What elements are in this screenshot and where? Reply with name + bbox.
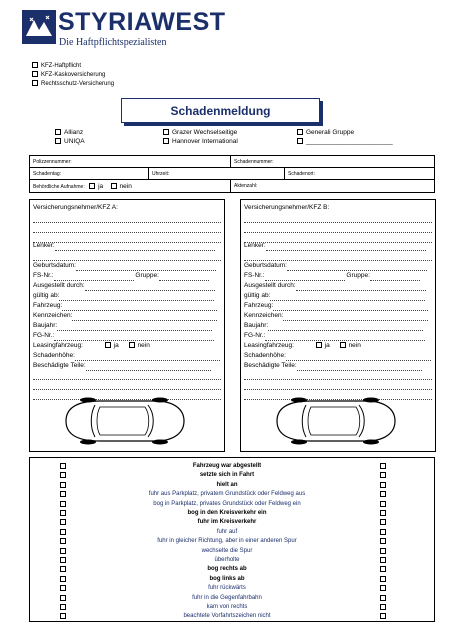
scenario-a-checkbox[interactable] <box>60 519 66 525</box>
car-diagram-icon[interactable] <box>60 396 188 446</box>
brand-emblem-icon <box>22 10 56 44</box>
checkbox[interactable] <box>32 80 38 86</box>
vehicle-b-header: Versicherungsnehmer/KFZ B: <box>244 204 330 211</box>
scenario-a-checkbox[interactable] <box>60 585 66 591</box>
damaged-parts-line[interactable] <box>33 370 221 380</box>
authority-yes[interactable]: ja <box>89 183 103 190</box>
scenario-a-checkbox[interactable] <box>60 538 66 544</box>
checkbox[interactable] <box>163 129 169 135</box>
plate-field[interactable]: Kennzeichen: <box>244 311 432 321</box>
claim-date-field[interactable]: Schadentag: <box>33 171 62 177</box>
scenario-label: fuhr rückwärts <box>208 585 246 592</box>
driver-field[interactable]: Lenker: <box>33 241 221 251</box>
scenario-label: wechselte die Spur <box>201 547 253 554</box>
scenario-label: fuhr in gleicher Richtung, aber in einer anderen Spur <box>157 538 297 545</box>
vin-field[interactable]: FG-Nr.: <box>33 331 221 341</box>
scenario-row <box>30 603 434 611</box>
scenario-label: bog links ab <box>209 575 245 582</box>
insurance-type-item[interactable]: KFZ-Haftpflicht <box>32 62 114 71</box>
driver-line[interactable] <box>33 251 221 261</box>
scenario-b-checkbox[interactable] <box>380 557 386 563</box>
scenario-row <box>30 528 434 536</box>
scenario-row <box>30 462 434 470</box>
scenario-row <box>30 612 434 620</box>
scenario-a-checkbox[interactable] <box>60 491 66 497</box>
policyholder-line[interactable] <box>33 213 221 223</box>
scenario-label: bog in den Kreisverkehr ein <box>187 510 267 516</box>
scenario-label: fuhr im Kreisverkehr <box>197 519 257 526</box>
scenario-a-checkbox[interactable] <box>60 566 66 572</box>
grid-row <box>30 168 434 180</box>
scenario-b-checkbox[interactable] <box>380 613 386 619</box>
scenario-label: kam von rechts <box>206 604 248 610</box>
checkbox[interactable] <box>316 342 322 348</box>
scenario-b-checkbox[interactable] <box>380 519 386 525</box>
brand-tagline: Die Haftpflichtspezialisten <box>59 37 167 48</box>
scenario-b-checkbox[interactable] <box>380 538 386 544</box>
scenario-a-checkbox[interactable] <box>60 576 66 582</box>
policy-number-field[interactable]: Polizzennummer: <box>33 159 72 165</box>
scenario-b-checkbox[interactable] <box>380 501 386 507</box>
claim-time-field[interactable]: Uhrzeit: <box>148 168 284 179</box>
scenario-row <box>30 537 434 545</box>
scenario-label: setzte sich in Fahrt <box>199 472 255 479</box>
checkbox[interactable] <box>297 129 303 135</box>
damaged-parts-line[interactable] <box>33 380 221 390</box>
claim-place-field[interactable]: Schadenort: <box>284 168 434 179</box>
insurer-options <box>55 129 415 149</box>
scenario-b-checkbox[interactable] <box>380 595 386 601</box>
brand-name: STYRIAWEST <box>58 8 226 36</box>
scenario-b-checkbox[interactable] <box>380 463 386 469</box>
grid-row <box>30 180 434 193</box>
scenario-a-checkbox[interactable] <box>60 595 66 601</box>
form-title: Schadenmeldung <box>170 103 271 118</box>
claim-info-grid <box>29 155 435 193</box>
scenario-row <box>30 584 434 592</box>
damaged-parts-field[interactable]: Beschädigte Teile: <box>33 361 221 371</box>
car-diagram-icon[interactable] <box>271 396 399 446</box>
driver-field[interactable]: Lenker: <box>244 241 432 251</box>
scenario-a-checkbox[interactable] <box>60 501 66 507</box>
form-title-box <box>121 98 320 123</box>
scenario-row <box>30 565 434 573</box>
damaged-parts-field[interactable]: Beschädigte Teile: <box>244 361 432 371</box>
license-field[interactable]: FS-Nr.: Gruppe: <box>244 271 432 281</box>
grid-row <box>30 156 434 168</box>
brand-logo <box>22 8 226 52</box>
scenario-label: fuhr in die Gegenfahrbahn <box>192 594 262 601</box>
insurance-type-item[interactable]: Rechtsschutz-Versicherung <box>32 80 114 89</box>
scenario-b-checkbox[interactable] <box>380 482 386 488</box>
scenario-b-checkbox[interactable] <box>380 491 386 497</box>
scenario-b-checkbox[interactable] <box>380 529 386 535</box>
scenario-b-checkbox[interactable] <box>380 604 386 610</box>
claim-number-field[interactable]: Schadennummer: <box>230 156 434 167</box>
scenario-label: hielt an <box>216 481 238 488</box>
insurer-option[interactable]: Allianz <box>55 129 83 136</box>
insurer-option[interactable]: Grazer Wechselseitige <box>163 129 237 136</box>
checkbox[interactable] <box>32 62 38 68</box>
scenario-label: Fahrzeug war abgestellt <box>192 463 262 469</box>
scenario-row <box>30 490 434 498</box>
birth-date-field[interactable]: Geburtsdatum: <box>244 261 432 271</box>
scenario-row <box>30 518 434 526</box>
checkbox[interactable] <box>340 342 346 348</box>
insurer-option[interactable]: UNIQA <box>55 138 85 145</box>
scenario-row <box>30 500 434 508</box>
birth-date-field[interactable]: Geburtsdatum: <box>33 261 221 271</box>
vehicle-field[interactable]: Fahrzeug: <box>244 301 432 311</box>
checkbox[interactable] <box>105 342 111 348</box>
scenario-label: fuhr aus Parkplatz, privatem Grundstück oder Feldweg aus <box>148 491 306 498</box>
license-field[interactable]: FS-Nr.: Gruppe: <box>33 271 221 281</box>
scenario-label: fuhr auf <box>216 528 238 535</box>
file-number-field[interactable]: Aktenzahl: <box>230 180 434 193</box>
scenario-b-checkbox[interactable] <box>380 576 386 582</box>
scenario-b-checkbox[interactable] <box>380 585 386 591</box>
checkbox[interactable] <box>111 183 117 189</box>
policyholder-line[interactable] <box>244 213 432 223</box>
leasing-field: Leasingfahrzeug: ja nein <box>33 342 150 349</box>
damage-amount-field[interactable]: Schadenhöhe: <box>33 351 221 361</box>
scenario-b-checkbox[interactable] <box>380 566 386 572</box>
authority-record-field: Behördliche Aufnahme: ja nein <box>33 183 132 190</box>
scenario-b-checkbox[interactable] <box>380 548 386 554</box>
checkbox[interactable] <box>129 342 135 348</box>
scenario-a-checkbox[interactable] <box>60 557 66 563</box>
checkbox[interactable] <box>89 183 95 189</box>
insurer-option[interactable]: Generali Gruppe <box>297 129 354 136</box>
scenario-label: bog in Parkplatz, privates Grundstück oder Feldweg ein <box>153 500 301 507</box>
accident-scenario-list <box>29 457 435 622</box>
scenario-a-checkbox[interactable] <box>60 529 66 535</box>
build-year-field[interactable]: Baujahr: <box>244 321 432 331</box>
scenario-label: bog rechts ab <box>207 566 247 573</box>
leasing-no[interactable]: nein <box>340 342 361 349</box>
scenario-row <box>30 594 434 602</box>
vehicle-a-header: Versicherungsnehmer/KFZ A: <box>33 204 118 211</box>
scenario-a-checkbox[interactable] <box>60 604 66 610</box>
damaged-parts-line[interactable] <box>244 380 432 390</box>
scenario-b-checkbox[interactable] <box>380 510 386 516</box>
scenario-a-checkbox[interactable] <box>60 510 66 516</box>
vin-field[interactable]: FG-Nr.: <box>244 331 432 341</box>
leasing-yes[interactable]: ja <box>316 342 330 349</box>
policyholder-line[interactable] <box>244 223 432 233</box>
scenario-row <box>30 481 434 489</box>
scenario-a-checkbox[interactable] <box>60 548 66 554</box>
valid-from-field[interactable]: gültig ab: <box>244 291 432 301</box>
scenario-a-checkbox[interactable] <box>60 482 66 488</box>
scenario-a-checkbox[interactable] <box>60 472 66 478</box>
leasing-field: Leasingfahrzeug: ja nein <box>244 342 361 349</box>
scenario-row <box>30 471 434 479</box>
scenario-label: überholte <box>214 557 240 563</box>
damage-amount-field[interactable]: Schadenhöhe: <box>244 351 432 361</box>
issued-by-field[interactable]: Ausgestellt durch: <box>244 281 432 291</box>
leasing-no[interactable]: nein <box>129 342 150 349</box>
scenario-b-checkbox[interactable] <box>380 472 386 478</box>
scenario-row <box>30 575 434 583</box>
checkbox[interactable] <box>297 138 303 144</box>
insurance-type-item[interactable]: KFZ-Kaskoversicherung <box>32 71 114 80</box>
scenario-row <box>30 556 434 564</box>
scenario-a-checkbox[interactable] <box>60 463 66 469</box>
insurer-option-other[interactable]: ________________________ <box>297 138 393 145</box>
authority-no[interactable]: nein <box>111 183 132 190</box>
vehicle-a-panel <box>29 199 225 452</box>
checkbox[interactable] <box>32 71 38 77</box>
insurer-option[interactable]: Hannover International <box>163 138 238 145</box>
build-year-field[interactable]: Baujahr: <box>33 321 221 331</box>
scenario-row <box>30 509 434 517</box>
driver-line[interactable] <box>244 251 432 261</box>
scenario-row <box>30 547 434 555</box>
checkbox[interactable] <box>55 138 61 144</box>
leasing-yes[interactable]: ja <box>105 342 119 349</box>
vehicle-b-panel <box>240 199 436 452</box>
valid-from-field[interactable]: gültig ab: <box>33 291 221 301</box>
insurance-type-list <box>32 62 114 89</box>
checkbox[interactable] <box>163 138 169 144</box>
policyholder-line[interactable] <box>33 223 221 233</box>
scenario-a-checkbox[interactable] <box>60 613 66 619</box>
vehicle-field[interactable]: Fahrzeug: <box>33 301 221 311</box>
issued-by-field[interactable]: Ausgestellt durch: <box>33 281 221 291</box>
scenario-label: beachtete Vorfahrtszeichen nicht <box>183 613 271 620</box>
checkbox[interactable] <box>55 129 61 135</box>
damaged-parts-line[interactable] <box>244 370 432 380</box>
plate-field[interactable]: Kennzeichen: <box>33 311 221 321</box>
